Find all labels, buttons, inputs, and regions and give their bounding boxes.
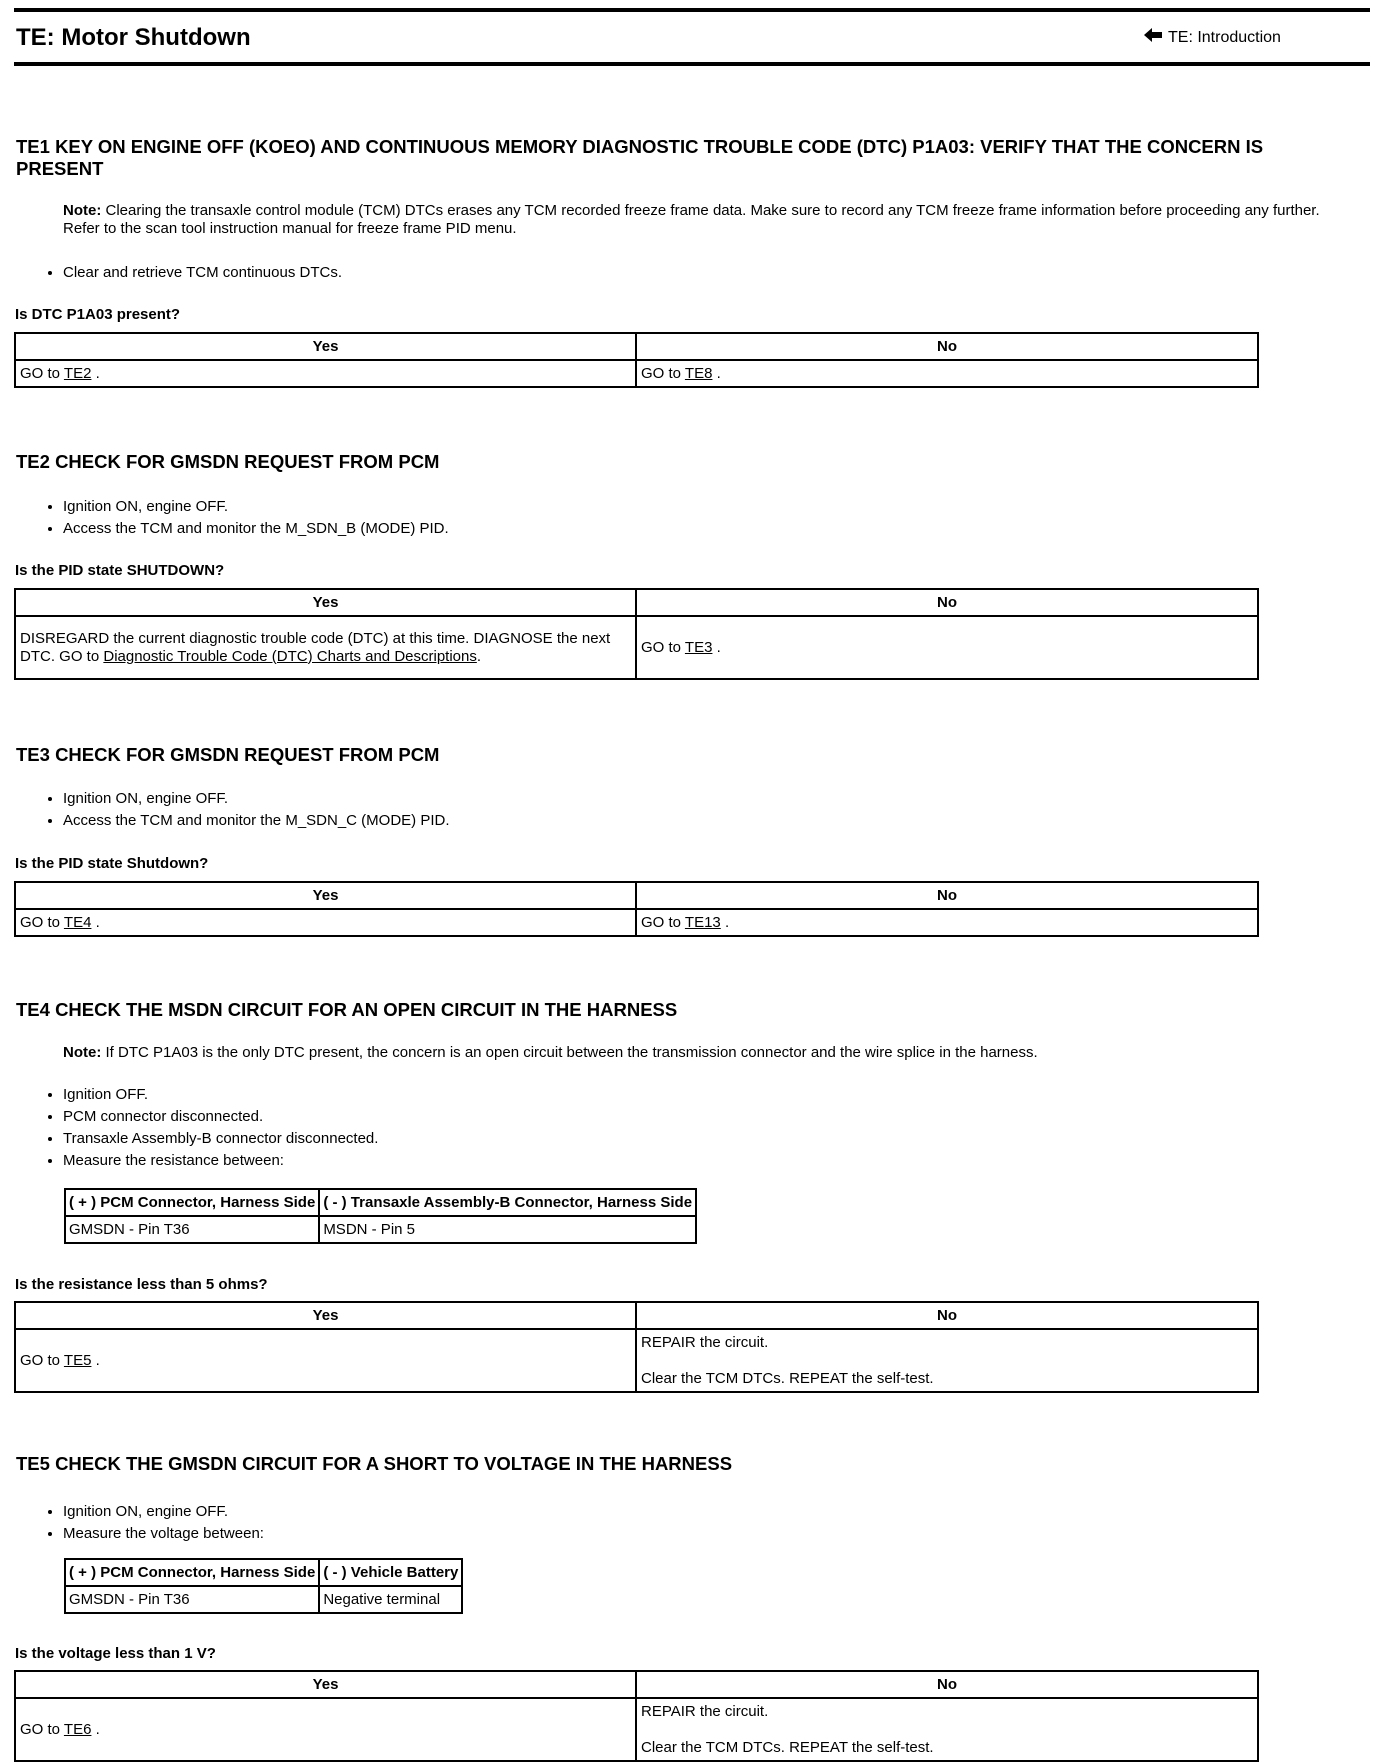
no-cell: GO to TE8 .: [636, 360, 1258, 387]
note-label: Note:: [63, 1044, 102, 1061]
list-item: • Measure the resistance between:: [63, 1150, 378, 1172]
spec-cell: Negative terminal: [319, 1586, 462, 1613]
yes-header: Yes: [15, 1671, 636, 1698]
te5-question: Is the voltage less than 1 V?: [15, 1645, 216, 1662]
no-cell: [636, 1329, 1258, 1392]
note-text: If DTC P1A03 is the only DTC present, the concern is an open circuit between the transmission connector and the wire splice in the harness.: [105, 1044, 1038, 1061]
te4-steps: [44, 1084, 378, 1172]
te4-question: Is the resistance less than 5 ohms?: [15, 1276, 268, 1293]
te1-note: [63, 202, 1353, 238]
te3-heading: TE3 CHECK FOR GMSDN REQUEST FROM PCM: [16, 744, 440, 765]
no-header: No: [636, 589, 1258, 616]
link-te13[interactable]: TE13: [684, 914, 721, 931]
spec-header: ( + ) PCM Connector, Harness Side: [65, 1559, 319, 1586]
te1-heading: TE1 KEY ON ENGINE OFF (KOEO) AND CONTINUOUS MEMORY DIAGNOSTIC TROUBLE CODE (DTC) P1A03: VERIFY THAT THE CONCERN IS PRESENT: [16, 136, 1264, 179]
page-title: TE: Motor Shutdown: [16, 24, 251, 51]
list-item: • Ignition ON, engine OFF.: [63, 1501, 264, 1523]
spec-header: ( - ) Vehicle Battery: [319, 1559, 462, 1586]
repair-text: REPAIR the circuit.: [641, 1333, 769, 1351]
no-cell: [636, 1698, 1258, 1761]
te3-steps: [44, 788, 450, 832]
back-link-label: TE: Introduction: [1168, 29, 1281, 46]
note-label: Note:: [63, 202, 102, 219]
list-item: • Ignition OFF.: [63, 1084, 378, 1106]
link-te3[interactable]: TE3: [684, 639, 713, 656]
list-item: • Clear and retrieve TCM continuous DTCs.: [63, 262, 342, 284]
te1-question: Is DTC P1A03 present?: [15, 306, 181, 323]
te5-steps: [44, 1501, 264, 1545]
link-te4[interactable]: TE4: [63, 914, 92, 931]
te4-answer-table: [14, 1301, 1259, 1393]
list-item: • Access the TCM and monitor the M_SDN_B (MODE) PID.: [63, 518, 449, 540]
clear-dtc-text: Clear the TCM DTCs. REPEAT the self-test.: [641, 1738, 934, 1756]
top-rule: [14, 8, 1370, 12]
list-item: • Ignition ON, engine OFF.: [63, 788, 450, 810]
te2-steps: [44, 496, 449, 540]
arrow-left-icon: [1144, 28, 1162, 49]
te4-note: [63, 1044, 1353, 1062]
no-header: No: [636, 333, 1258, 360]
yes-cell: GO to TE6 .: [15, 1698, 636, 1761]
te2-answer-table: [14, 588, 1259, 680]
yes-header: Yes: [15, 882, 636, 909]
te5-measurement-table: [64, 1558, 463, 1614]
spec-cell: GMSDN - Pin T36: [65, 1586, 319, 1613]
no-cell: GO to TE3 .: [636, 616, 1258, 679]
spec-header: ( - ) Transaxle Assembly-B Connector, Harness Side: [319, 1189, 696, 1216]
spec-cell: MSDN - Pin 5: [319, 1216, 696, 1243]
te1-steps: [44, 262, 342, 284]
link-te6[interactable]: TE6: [63, 1721, 92, 1738]
te4-measurement-table: [64, 1188, 697, 1244]
no-header: No: [636, 882, 1258, 909]
list-item: • PCM connector disconnected.: [63, 1106, 378, 1128]
te5-answer-table: [14, 1670, 1259, 1762]
te4-heading: TE4 CHECK THE MSDN CIRCUIT FOR AN OPEN CIRCUIT IN THE HARNESS: [16, 999, 678, 1020]
no-header: No: [636, 1302, 1258, 1329]
yes-header: Yes: [15, 1302, 636, 1329]
te3-question: Is the PID state Shutdown?: [15, 855, 209, 872]
back-link[interactable]: [1144, 28, 1281, 49]
header-bottom-rule: [14, 62, 1370, 66]
yes-header: Yes: [15, 589, 636, 616]
list-item: • Transaxle Assembly-B connector disconnected.: [63, 1128, 378, 1150]
spec-header: ( + ) PCM Connector, Harness Side: [65, 1189, 319, 1216]
link-dtc-charts[interactable]: Diagnostic Trouble Code (DTC) Charts and Descriptions: [103, 647, 477, 665]
list-item: • Access the TCM and monitor the M_SDN_C (MODE) PID.: [63, 810, 450, 832]
te2-question: Is the PID state SHUTDOWN?: [15, 562, 225, 579]
te2-heading: TE2 CHECK FOR GMSDN REQUEST FROM PCM: [16, 451, 440, 472]
link-te8[interactable]: TE8: [684, 365, 713, 382]
te5-heading: TE5 CHECK THE GMSDN CIRCUIT FOR A SHORT TO VOLTAGE IN THE HARNESS: [16, 1453, 733, 1474]
te3-answer-table: [14, 881, 1259, 937]
list-item: • Measure the voltage between:: [63, 1523, 264, 1545]
te1-answer-table: [14, 332, 1259, 388]
clear-dtc-text: Clear the TCM DTCs. REPEAT the self-test.: [641, 1369, 934, 1387]
spec-cell: GMSDN - Pin T36: [65, 1216, 319, 1243]
yes-cell: GO to TE5 .: [15, 1329, 636, 1392]
no-header: No: [636, 1671, 1258, 1698]
yes-cell: DISREGARD the current diagnostic trouble code (DTC) at this time. DIAGNOSE the next DTC. GO to Diagnostic Trouble Code (DTC) Charts and Descriptions.: [15, 616, 636, 679]
yes-cell: GO to TE2 .: [15, 360, 636, 387]
list-item: • Ignition ON, engine OFF.: [63, 496, 449, 518]
yes-cell: GO to TE4 .: [15, 909, 636, 936]
yes-header: Yes: [15, 333, 636, 360]
no-cell: GO to TE13 .: [636, 909, 1258, 936]
link-te2[interactable]: TE2: [63, 365, 92, 382]
note-text: Clearing the transaxle control module (TCM) DTCs erases any TCM recorded freeze frame data. Make sure to record any TCM freeze frame information before proceeding any further. Refer to the scan tool instruction manual for freeze frame PID menu.: [63, 202, 1320, 237]
repair-text: REPAIR the circuit.: [641, 1702, 769, 1720]
link-te5[interactable]: TE5: [63, 1352, 92, 1369]
